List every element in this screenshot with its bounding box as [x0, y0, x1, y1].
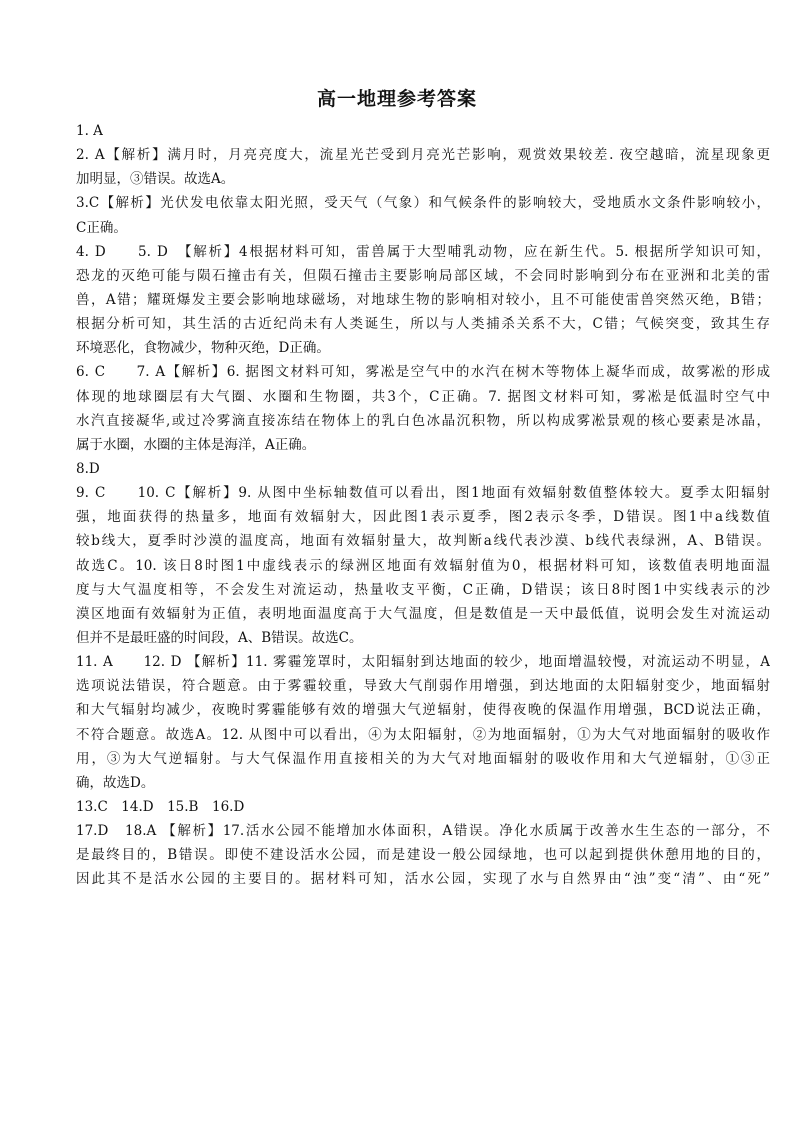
- answer-line: 1. A: [76, 123, 103, 139]
- answer-line: 2. A【解析】满月时，月亮亮度大，流星光芒受到月亮光芒影响，观赏效果较差. 夜空越暗，流星现象更: [76, 147, 770, 164]
- answer-body: [76, 122, 770, 889]
- answer-line: 属于水圈，水圈的主体是海洋，A正确。: [76, 436, 316, 453]
- answer-line: 体现的地球圈层有大气圈、水圈和生物圈，共3个，C正确。7. 据图文材料可知，雾凇是低温时空气中: [76, 388, 770, 405]
- answer-line: 根据分析可知，其生活的古近纪尚未有人类诞生，所以与人类捕杀关系不大，C错；气候突变，致其生存: [76, 316, 770, 333]
- answer-line: 不符合题意。故选A。12. 从图中可以看出，④为太阳辐射，②为地面辐射，①为大气对地面辐射的吸收作: [76, 726, 770, 743]
- answer-line: 9. C 10. C【解析】9. 从图中坐标轴数值可以看出，图1地面有效辐射数值整体较大。夏季太阳辐射: [76, 485, 770, 502]
- answer-line: 4. D 5. D 【解析】4根据材料可知，雷兽属于大型哺乳动物，应在新生代。5. 根据所学知识可知，: [76, 243, 770, 260]
- answer-line: 是最终目的，B错误。即使不建设活水公园，而是建设一般公园绿地，也可以起到提供休憩用地的目的，: [76, 847, 770, 864]
- answer-line: 兽，A错；耀斑爆发主要会影响地球磁场，对地球生物的影响相对较小，且不可能使雷兽突然灭绝，B错；: [76, 291, 770, 308]
- answer-line: 确，故选D。: [76, 774, 155, 791]
- answer-line: 水汽直接凝华,或过冷雾滴直接冻结在物体上的乳白色冰晶沉积物，所以构成雾凇景观的核心要素是冰晶，: [76, 412, 770, 429]
- answer-line: 用，③为大气逆辐射。与大气保温作用直接相关的为大气对地面辐射的吸收作用和大气逆辐射，①③正: [76, 750, 770, 767]
- answer-line: 加明显，③错误。故选A。: [76, 171, 235, 188]
- answer-line: 故选C。10. 该日8时图1中虚线表示的绿洲区地面有效辐射值为0，根据材料可知，该数值表明地面温: [76, 557, 770, 574]
- answer-line: 选项说法错误，符合题意。由于雾霾较重，导致大气削弱作用增强，到达地面的太阳辐射变少，地面辐射: [76, 678, 770, 695]
- answer-line: 漠区地面有效辐射为正值，表明地面温度高于大气温度，但是数值是一天中最低值，说明会发生对流运动: [76, 605, 770, 622]
- answer-line: 度与大气温度相等，不会发生对流运动，热量收支平衡，C正确，D错误；该日8时图1中实线表示的沙: [76, 581, 770, 598]
- answer-line: 恐龙的灭绝可能与陨石撞击有关，但陨石撞击主要影响局部区域，不会同时影响到分布在亚洲和北美的雷: [76, 267, 770, 284]
- page-title: 高一地理参考答案: [316, 88, 477, 110]
- answer-line: 强，地面获得的热量多，地面有效辐射大，因此图1表示夏季，图2表示冬季，D错误。图1中a线数值: [76, 509, 770, 526]
- answer-line: 8.D: [76, 460, 100, 477]
- answer-line: 11. A 12. D 【解析】11. 雾霾笼罩时，太阳辐射到达地面的较少，地面增温较慢，对流运动不明显，A: [76, 654, 770, 671]
- answer-line: C正确。: [76, 219, 127, 236]
- answer-line: 和大气辐射均减少，夜晚时雾霾能够有效的增强大气逆辐射，使得夜晚的保温作用增强，BCD说法正确，: [76, 702, 770, 719]
- answer-line: 环境恶化，食物减少，物种灭绝，D正确。: [76, 340, 330, 357]
- answer-line: 但并不是最旺盛的时间段，A、B错误。故选C。: [76, 629, 363, 646]
- answer-line: 13.C 14.D 15.B 16.D: [76, 798, 245, 815]
- answer-line: 较b线大，夏季时沙漠的温度高，地面有效辐射量大，故判断a线代表沙漠、b线代表绿洲，A、B错误。: [76, 533, 770, 550]
- answer-line: 17.D 18.A 【解析】17.活水公园不能增加水体面积，A错误。净化水质属于改善水生生态的一部分，不: [76, 823, 770, 840]
- answer-line: 6. C 7. A【解析】6. 据图文材料可知，雾凇是空气中的水汽在树木等物体上凝华而成，故雾凇的形成: [76, 364, 770, 381]
- answer-line: 因此其不是活水公园的主要目的。据材料可知，活水公园，实现了水与自然界由“浊”变“清”、由“死”: [76, 871, 770, 888]
- answer-line: 3.C【解析】光伏发电依靠太阳光照，受天气（气象）和气候条件的影响较大，受地质水文条件影响较小，: [76, 195, 770, 212]
